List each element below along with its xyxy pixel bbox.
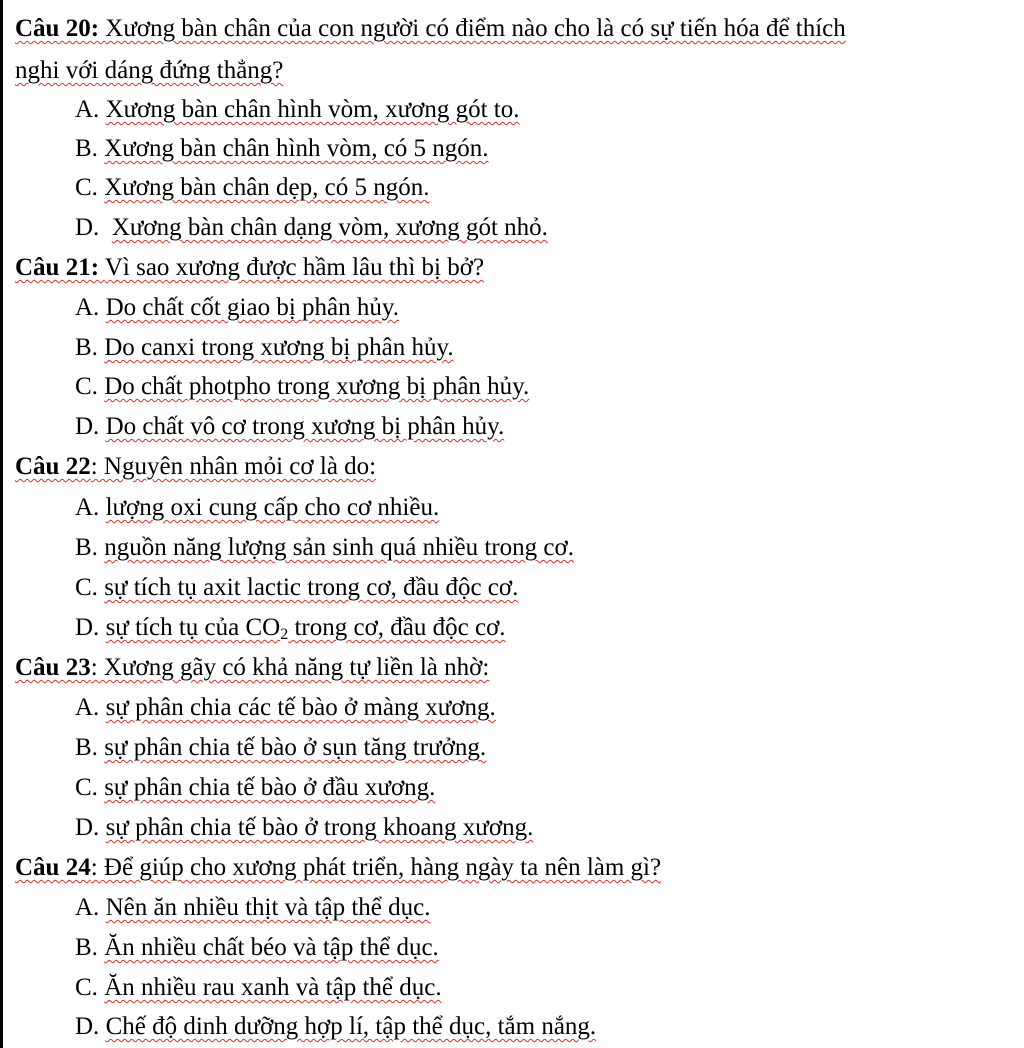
option-c: [75, 372, 529, 402]
option-a: [75, 293, 399, 323]
option-letter: C.: [75, 774, 98, 801]
option-d: [75, 213, 548, 243]
question-number: Câu 24: [15, 854, 91, 881]
option-text: sự phân chia các tế bào ở màng xương.: [105, 694, 496, 721]
option-text: Chế độ dinh dưỡng hợp lí, tập thể dục, tắm nắng.: [105, 1013, 597, 1040]
question-text: : Để giúp cho xương phát triển, hàng ngày ta nên làm gì?: [90, 854, 662, 881]
option-d: [75, 1012, 596, 1042]
option-text: sự phân chia tế bào ở sụn tăng trưởng.: [104, 734, 487, 761]
option-text-pre: sự tích tụ của CO: [105, 614, 281, 641]
option-letter: B.: [75, 734, 98, 761]
option-c: [75, 173, 430, 203]
option-letter: D.: [75, 1013, 100, 1040]
option-text: Ăn nhiều rau xanh và tập thể dục.: [104, 974, 442, 1001]
option-text: Xương bàn chân dẹp, có 5 ngón.: [104, 174, 430, 201]
option-letter: B.: [75, 534, 98, 561]
option-letter: C.: [75, 574, 98, 601]
option-b: [75, 533, 574, 563]
option-letter: A.: [75, 294, 100, 321]
question-text: Xương bàn chân của con người có điểm nào cho là có sự tiến hóa để thích: [105, 15, 846, 42]
option-a: [75, 693, 496, 723]
option-text: Ăn nhiều chất béo và tập thể dục.: [104, 934, 439, 961]
option-text: Do canxi trong xương bị phân hủy.: [104, 334, 454, 361]
option-a: [75, 95, 519, 125]
question-number: Câu 22: [15, 453, 91, 480]
option-text: Nên ăn nhiều thịt và tập thể dục.: [105, 894, 431, 921]
option-text: nguồn năng lượng sản sinh quá nhiều trong cơ.: [104, 534, 574, 561]
option-text: Do chất vô cơ trong xương bị phân hủy.: [105, 413, 505, 440]
option-letter: B.: [75, 934, 98, 961]
option-letter: A.: [75, 96, 100, 123]
option-text: lượng oxi cung cấp cho cơ nhiều.: [105, 494, 440, 521]
question-number: Câu 21:: [15, 254, 100, 281]
option-d: [75, 613, 506, 643]
question-23: [15, 653, 489, 683]
question-text: : Nguyên nhân mỏi cơ là do:: [90, 453, 377, 480]
option-a: [75, 493, 439, 523]
question-20-continued: nghi với dáng đứng thẳng?: [15, 57, 284, 84]
option-letter: D.: [75, 614, 100, 641]
option-c: [75, 773, 435, 803]
option-letter: B.: [75, 135, 98, 162]
question-text: : Xương gãy có khả năng tự liền là nhờ:: [90, 654, 490, 681]
option-letter: A.: [75, 694, 100, 721]
option-letter: A.: [75, 494, 100, 521]
option-letter: D.: [75, 413, 100, 440]
question-number: Câu 20:: [15, 15, 100, 42]
option-letter: C.: [75, 373, 98, 400]
option-b: [75, 933, 439, 963]
option-subscript: 2: [280, 626, 289, 643]
option-c: [75, 973, 442, 1003]
option-text: Do chất photpho trong xương bị phân hủy.: [104, 373, 530, 400]
option-letter: C.: [75, 974, 98, 1001]
option-letter: D.: [75, 214, 100, 241]
option-letter: D.: [75, 814, 100, 841]
question-text: Vì sao xương được hầm lâu thì bị bở?: [104, 254, 485, 281]
option-d: [75, 412, 504, 442]
option-letter: B.: [75, 334, 98, 361]
option-text: sự phân chia tế bào ở đầu xương.: [104, 774, 436, 801]
option-c: [75, 573, 518, 603]
question-22: [15, 452, 376, 482]
question-24: [15, 853, 661, 883]
option-text: sự phân chia tế bào ở trong khoang xương.: [105, 814, 534, 841]
option-text: Xương bàn chân dạng vòm, xương gót nhỏ.: [111, 214, 548, 241]
option-text: sự tích tụ axit lactic trong cơ, đầu độc cơ.: [104, 574, 519, 601]
option-text: Do chất cốt giao bị phân hủy.: [105, 294, 400, 321]
option-text: Xương bàn chân hình vòm, có 5 ngón.: [104, 135, 489, 162]
option-b: [75, 733, 486, 763]
option-letter: A.: [75, 894, 100, 921]
option-b: [75, 134, 489, 164]
option-text: Xương bàn chân hình vòm, xương gót to.: [105, 96, 520, 123]
option-d: [75, 813, 533, 843]
question-number: Câu 23: [15, 654, 91, 681]
question-20: [15, 14, 846, 44]
option-a: [75, 893, 430, 923]
option-text-post: trong cơ, đầu độc cơ.: [288, 614, 506, 641]
question-21: [15, 253, 484, 283]
option-letter: C.: [75, 174, 98, 201]
option-b: [75, 333, 454, 363]
